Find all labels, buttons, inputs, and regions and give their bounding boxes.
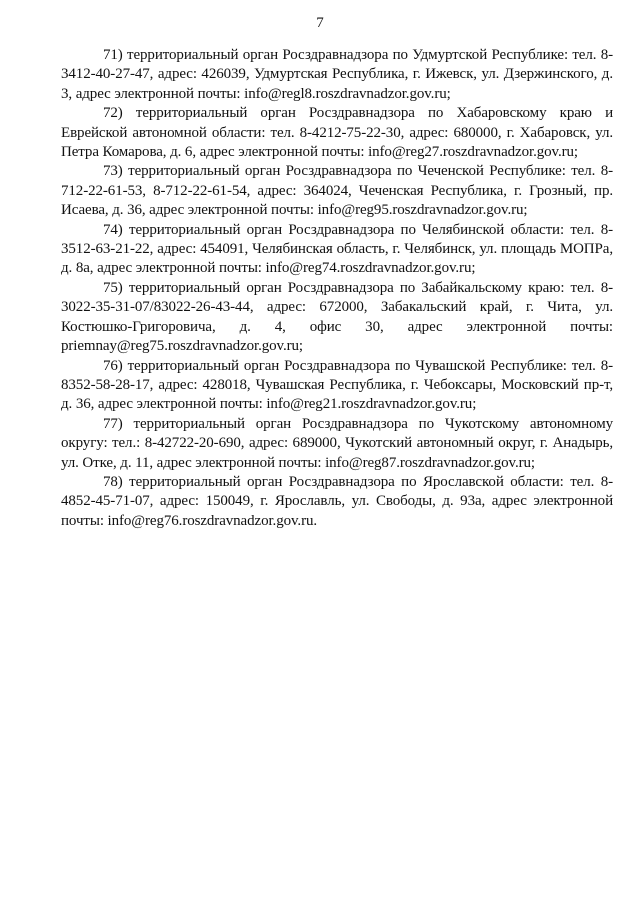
entry-76: 76) территориальный орган Росздравнадзора по Чувашской Республике: тел. 8-8352-58-28-17, адрес: 428018, Чувашская Республика, г. Чебоксары, Московский пр-т, д. 36, адрес электронной почты: info@reg21.roszdravnadzor.gov.ru; [61, 357, 613, 413]
entry-74: 74) территориальный орган Росздравнадзора по Челябинской области: тел. 8-3512-63-21-22, адрес: 454091, Челябинская область, г. Челябинск, ул. площадь МОПРа, д. 8а, адрес электронной почты: info@reg74.roszdravnadzor.gov.ru; [61, 221, 613, 277]
entry-72: 72) территориальный орган Росздравнадзора по Хабаровскому краю и Еврейской автономной области: тел. 8-4212-75-22-30, адрес: 680000, г. Хабаровск, ул. Петра Комарова, д. 6, адрес электронной почты: info@reg27.roszdravnadzor.gov.ru; [61, 105, 613, 161]
entry-73: 73) территориальный орган Росздравнадзора по Чеченской Республике: тел. 8-712-22-61-53, 8-712-22-61-54, адрес: 364024, Чеченская Республика, г. Грозный, пр. Исаева, д. 36, адрес электронной почты: info@reg95.roszdravnadzor.gov.ru; [61, 163, 613, 219]
entries-list [61, 46, 613, 531]
entry-71: 71) территориальный орган Росздравнадзора по Удмуртской Республике: тел. 8-3412-40-27-47, адрес: 426039, Удмуртская Республика, г. Ижевск, ул. Дзержинского, д. 3, адрес электронной почты: info@regl8.roszdravnadzor.gov.ru; [61, 47, 613, 102]
entry-78: 78) территориальный орган Росздравнадзора по Ярославской области: тел. 8-4852-45-71-07, адрес: 150049, г. Ярославль, ул. Свободы, д. 93а, адрес электронной почты: info@reg76.roszdravnadzor.gov.ru. [61, 473, 613, 529]
entry-75: 75) территориальный орган Росздравнадзора по Забайкальскому краю: тел. 8-3022-35-31-07/83022-26-43-44, адрес: 672000, Забакальский край, г. Чита, ул. Костюшко-Григоровича, д. 4, офис 30, адрес электронной почты: priemnay@reg75.roszdravnadzor.gov.ru; [61, 279, 613, 355]
entry-77: 77) территориальный орган Росздравнадзора по Чукотскому автономному округу: тел.: 8-42722-20-690, адрес: 689000, Чукотский автономный округ, г. Анадырь, ул. Отке, д. 11, адрес электронной почты: info@reg87.roszdravnadzor.gov.ru; [61, 415, 613, 471]
page-number: 7 [316, 15, 324, 31]
